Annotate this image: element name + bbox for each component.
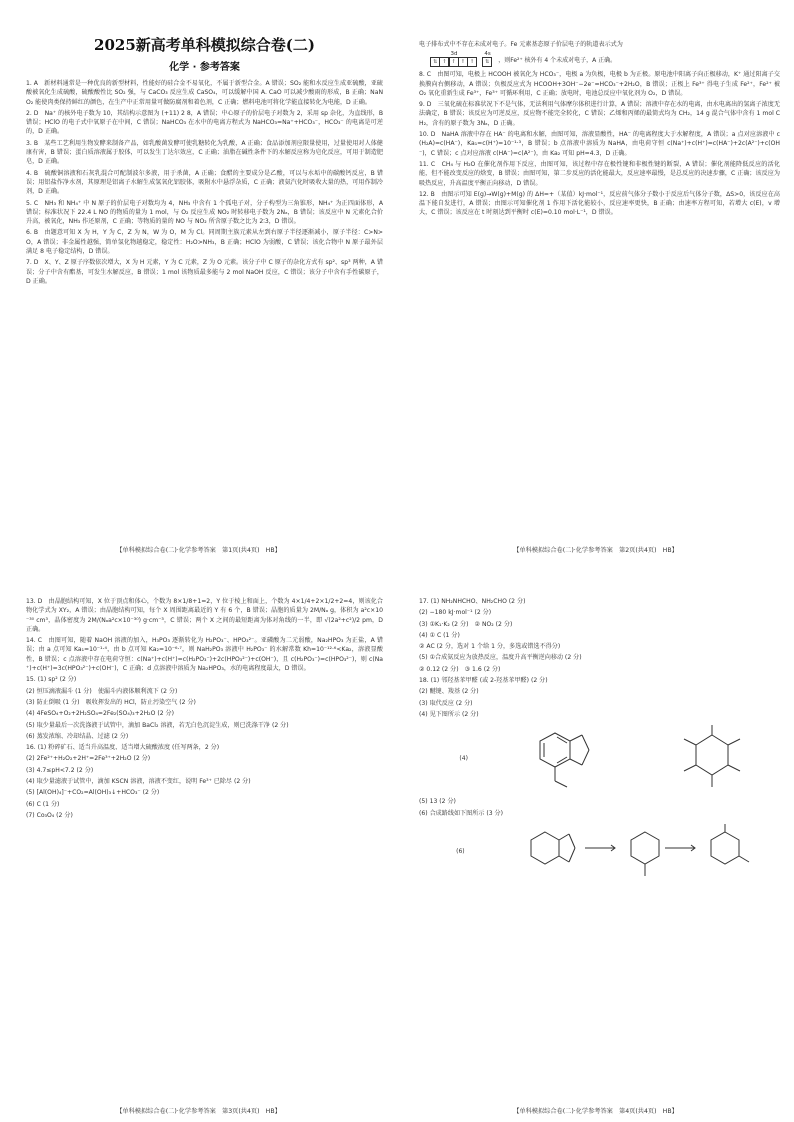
orbital-group-3d: 3d ⇅ ↑ ↑ ↑ ↑ (431, 51, 477, 67)
page-footer: 【单科模拟综合卷(二)·化学参考答案 第2页(共4页) HB】 (513, 547, 678, 554)
answer-page-2 (397, 0, 794, 561)
answer-item-15-6: (6) 蒸发浓缩、冷却结晶、过滤 (2 分) (26, 732, 129, 740)
structure-label: (4) (459, 754, 468, 762)
answer-item-17-1: 17. (1) NH₂NHCHO、NH₂CHO (2 分) (419, 598, 526, 605)
answer-item-4: 4. B 硫酸铜溶液和石灰乳混合可配制波尔多液，用于杀菌，A 正确；食醋的主要成分是乙酸，可以与水垢中的碳酸钙反应，B 错误；用铝盐作净水剂，其原理是铝离子水解生成氢氧化铝胶体，吸附水中悬浮杂质，C 正确；液氨汽化时吸收大量的热，可用作制冷剂，D 正确。 (26, 169, 383, 196)
answer-item-16-6: (6) C (1 分) (26, 800, 60, 808)
answer-item-17-2: (2) −180 kJ·mol⁻¹ (2 分) (419, 609, 492, 617)
orbital-box: ↑ (467, 57, 477, 67)
answer-item-15-3: (3) 防止倒吸 (1 分) 吸收挥发出的 HCl，防止污染空气 (2 分) (26, 698, 196, 706)
answer-item-6: 6. B 由题意可知 X 为 H，Y 为 C，Z 为 N，W 为 O，M 为 Cl。同周期主族元素从左到右原子半径逐渐减小，原子半径：C>N>O，A 错误；非金属性越强，简单氢化物越稳定，稳定性：H₂O>NH₃，B 正确；HClO 为弱酸，C 错误；该化合物中 N 原子最外层满足 8 电子稳定结构，D 错误。 (26, 229, 383, 256)
synthesis-route-row (431, 822, 780, 882)
answer-item-17-4: (4) ① C (1 分) (419, 631, 460, 639)
answer-item-18-3: (3) 取代反应 (2 分) (419, 699, 473, 707)
page-subtitle: 化学 · 参考答案 (169, 62, 240, 73)
page-footer: 【单科模拟综合卷(二)·化学参考答案 第3页(共4页) HB】 (116, 1108, 281, 1115)
sugar-ring-structure-image (672, 723, 752, 793)
answer-item-16-2: (2) 2Fe²⁺+H₂O₂+2H⁺=2Fe³⁺+2H₂O (2 分) (26, 755, 151, 763)
answer-item-11: 11. C CH₄ 与 H₂O 在催化剂作用下反应，由图可知，该过程中存在极性键和非极性键的断裂，A 错误；催化剂能降低反应的活化能，但不能改变反应的焓变，B 错误；由图可知，第二步反应的活化能最大，反应速率最慢，是总反应的决速步骤，C 正确；该反应为吸热反应，升高温度平衡正向移动，D 错误。 (419, 160, 780, 187)
orbital-box: ↑ (449, 57, 459, 67)
answer-item-12: 12. B 由图示可知 E(g)→W(g)+M(g) 的 ΔH=+（某值）kJ·mol⁻¹，反应前气体分子数小于反应后气体分子数，ΔS>0，该反应在高温下能自发进行，A 错误；由图示可知催化剂 1 作用下活化能较小，反应速率更快，B 正确；由速率方程可知，若增大 c(E)，v 增大，C 错误；该反应在 t 时刻达到平衡时 c(E)=0.10 mol·L⁻¹，D 错误。 (419, 190, 780, 217)
answer-page-1 (0, 0, 397, 561)
answer-item-16-1: 16. (1) 粉碎矿石、适当升高温度、适当增大硫酸浓度 (任写两条，2 分) (26, 744, 220, 752)
answer-item-15-1: 15. (1) sp² (2 分) (26, 676, 77, 684)
answer-item-16-3: (3) 4.7≤pH<7.2 (2 分) (26, 766, 94, 774)
answer-item-17-7: ② 0.12 (2 分) ③ 1.6 (2 分) (419, 665, 501, 673)
continued-text: 电子排布式中不存在未成对电子。Fe 元素基态原子价层电子的轨道表示式为 (419, 41, 623, 48)
page-footer: 【单科模拟综合卷(二)·化学参考答案 第4页(共4页) HB】 (513, 1108, 678, 1115)
answer-item-16-5: (5) [Al(OH)₄]⁻+CO₂=Al(OH)₃↓+HCO₃⁻ (2 分) (26, 789, 160, 797)
orbital-caption: ，则Fe²⁺ 核外有 4 个未成对电子，A 正确。 (498, 56, 617, 64)
answer-item-5: 5. C NH₃ 和 NH₄⁺ 中 N 原子的价层电子对数均为 4，NH₃ 中含有 1 个孤电子对，分子构型为三角锥形，NH₄⁺ 为正四面体形，A 错误；标准状况下 22.4 L NO 的物质的量为 1 mol，与 O₂ 反应生成 NO₂ 时转移电子数为 2Nₐ，B 错误；该反应中 N 元素化合价升高，被氧化，NH₃ 作还原剂，C 正确；等物质的量的 NO 与 NO₂ 所含原子数之比为 2∶3，D 错误。 (26, 199, 383, 226)
answer-item-18-5: (5) 13 (2 分) (419, 798, 456, 806)
answer-item-15-2: (2) 恒压滴液漏斗 (1 分) 使漏斗内液体顺利流下 (2 分) (26, 687, 178, 695)
answer-item-15-5: (5) 取少量最后一次洗涤液于试管中，滴加 BaCl₂ 溶液，若无白色沉淀生成，则已洗涤干净 (2 分) (26, 721, 289, 729)
answer-item-18-1: 18. (1) 邻羟基苯甲醛 (或 2-羟基苯甲醛) (2 分) (419, 677, 548, 685)
answer-item-18-6: (6) 合成路线如下图所示 (3 分) (419, 809, 504, 817)
benzodioxole-structure-image (525, 723, 615, 793)
orbital-box: ↑ (439, 57, 449, 67)
answer-item-17-6: (5) ①合成氨反应为放热反应，温度升高平衡逆向移动 (2 分) (419, 654, 582, 662)
answer-item-3: 3. B 某些工艺利用生物发酵来制备产品，如乳酸菌发酵可使乳糖转化为乳酸，A 正确；食品添加剂应限量使用，过量使用对人体健康有害，B 错误；蛋白质溶液属于胶体，可以发生丁达尔效应，C 正确；油脂在碱性条件下的水解反应称为皂化反应，可用于制造肥皂，D 正确。 (26, 139, 383, 166)
orbital-diagram (431, 51, 780, 67)
orbital-box: ↑ (458, 57, 468, 67)
structure-formula-row (431, 723, 780, 793)
page-footer: 【单科模拟综合卷(二)·化学参考答案 第1页(共4页) HB】 (116, 547, 281, 554)
orbital-box: ⇅ (430, 57, 440, 67)
answer-item-16-4: (4) 取少量滤液于试管中，滴加 KSCN 溶液，溶液不变红，说明 Fe³⁺ 已除尽 (2 分) (26, 778, 251, 786)
answer-item-13: 13. D 由晶胞结构可知，X 位于顶点和体心，个数为 8×1/8+1=2，Y 位于棱上和面上，个数为 4×1/4+2×1/2+2=4，则该化合物化学式为 XY₂，A 错误；由晶胞结构可知，每个 X 周围距离最近的 Y 有 6 个，B 错误；晶胞的质量为 2M/Nₐ g，体积为 a²c×10⁻³⁰ cm³，晶体密度为 2M/(Nₐa²c×10⁻³⁰) g·cm⁻³，C 错误；两个 X 之间的最短距离为体对角线的一半，即 √(2a²+c²)/2 pm，D 正确。 (26, 598, 383, 633)
answer-item-8: 8. C 由图可知，电极上 HCOOH 被氧化为 HCO₃⁻，电极 a 为负极，电极 b 为正极。原电池中阳离子向正极移动，K⁺ 通过阳离子交换膜向右侧移动，A 错误；负极反应式为 HCOOH+3OH⁻−2e⁻=HCO₃⁻+2H₂O，B 错误；正极上 Fe³⁺ 得电子生成 Fe²⁺，Fe²⁺ 被 O₂ 氧化重新生成 Fe³⁺，Fe³⁺ 可循环利用，C 正确；放电时，电池总反应中氧化剂为 O₂，D 错误。 (419, 71, 780, 97)
answer-item-10: 10. D NaHA 溶液中存在 HA⁻ 的电离和水解，由图可知，溶液显酸性，HA⁻ 的电离程度大于水解程度，A 错误；a 点对应溶液中 c(H₂A)=c(HA⁻)，Ka₁=c(H⁺)=10⁻¹·³，B 错误；b 点溶液中溶质为 NaHA，由电荷守恒 c(Na⁺)+c(H⁺)=c(HA⁻)+2c(A²⁻)+c(OH⁻)，C 错误；c 点对应溶液 c(HA⁻)=c(A²⁻)，由 Ka₂ 可知 pH=4.3，D 正确。 (419, 131, 780, 157)
answer-item-17-5: ② AC (2 分，选对 1 个给 1 分，多选或错选不得分) (419, 643, 561, 651)
orbital-box: ⇅ (482, 57, 492, 67)
answer-page-4 (397, 561, 794, 1122)
answer-item-17-3: (3) ①K₁·K₂ (2 分) ② NO₂ (2 分) (419, 620, 513, 628)
structure-label: (6) (456, 848, 465, 856)
answer-page-3 (0, 561, 397, 1122)
answer-item-15-4: (4) 4FeSO₄+O₂+2H₂SO₄=2Fe₂(SO₄)₃+2H₂O (2 分) (26, 710, 174, 718)
page-title: 2025新高考单科模拟综合卷(二) (94, 36, 315, 54)
synthesis-route-image (515, 822, 755, 882)
answer-item-18-4: (4) 见下图所示 (2 分) (419, 710, 479, 718)
answer-item-1: 1. A 新材料通常是一种优良的新型材料，性能好的硅合金不易氧化，不属于新型合金。A 错误；SO₂ 能和水反应生成亚硫酸，亚硫酸被氧化生成硫酸，硫酸酸性比 SO₂ 强，与 CaCO₃ 反应生成 CaSO₄，可以缓解中国 A. CaO 可以减少酸雨的形成，B 正确；NaNO₂ 能使肉类保持鲜红的颜色，在生产中正常用量可做防腐剂和着色剂，C 正确；燃料电池可将化学能直接转化为电能，D 正确。 (26, 80, 383, 106)
answer-item-9: 9. D 三氧化硫在标准状况下不是气体，无法利用气体摩尔体积进行计算，A 错误；溶液中存在水的电离，由水电离出的氢离子浓度无法确定，B 错误；该反应为可逆反应，反应物不能完全转化，C 错误；乙烯和丙烯的最简式均为 CH₂，14 g 混合气体中含有 1 mol CH₂，含有的原子数为 3Nₐ，D 正确。 (419, 101, 780, 127)
orbital-group-4s: 4s ⇅ (483, 51, 492, 67)
answer-item-16-7: (7) Co₃O₄ (2 分) (26, 811, 73, 819)
answer-item-7: 7. D X、Y、Z 原子序数依次增大，X 为 H 元素，Y 为 C 元素，Z 为 O 元素。该分子中 C 原子的杂化方式有 sp²、sp³ 两种，A 错误；分子中含有酯基，可发生水解反应，B 错误；1 mol 该物质最多能与 2 mol NaOH 反应，C 错误；该分子中含有手性碳原子，D 正确。 (26, 259, 383, 285)
answer-item-2: 2. D Na⁺ 的核外电子数为 10，其结构示意图为 (+11) 2 8，A 错误；中心原子的价层电子对数为 2，采用 sp 杂化，为直线形，B 错误；HClO 的电子式中氧原子在中间，C 错误；NaHCO₃ 在水中的电离方程式为 NaHCO₃=Na⁺+HCO₃⁻，HCO₃⁻ 的电离是可逆的，D 正确。 (26, 109, 383, 136)
answer-item-14: 14. C 由图可知，随着 NaOH 溶液的加入，H₃PO₃ 逐渐转化为 H₂PO₃⁻、HPO₃²⁻。亚磷酸为二元弱酸，Na₂HPO₃ 为正盐，A 错误；由 a 点可知 Ka₁=10⁻¹·⁴，由 b 点可知 Ka₂=10⁻⁶·⁷，则 NaH₂PO₃ 溶液中 H₂PO₃⁻ 的水解常数 Kh=10⁻¹²·⁶<Ka₂，溶液显酸性，B 错误；c 点溶液中存在电荷守恒：c(Na⁺)+c(H⁺)=c(H₂PO₃⁻)+2c(HPO₃²⁻)+c(OH⁻)，且 c(H₂PO₃⁻)=c(HPO₃²⁻)，则 c(Na⁺)+c(H⁺)=3c(HPO₃²⁻)+c(OH⁻)，C 正确；d 点溶液中溶质为 Na₂HPO₃，水的电离程度最大，D 错误。 (26, 637, 383, 673)
answer-item-18-2: (2) 醚键、羧基 (2 分) (419, 688, 479, 696)
